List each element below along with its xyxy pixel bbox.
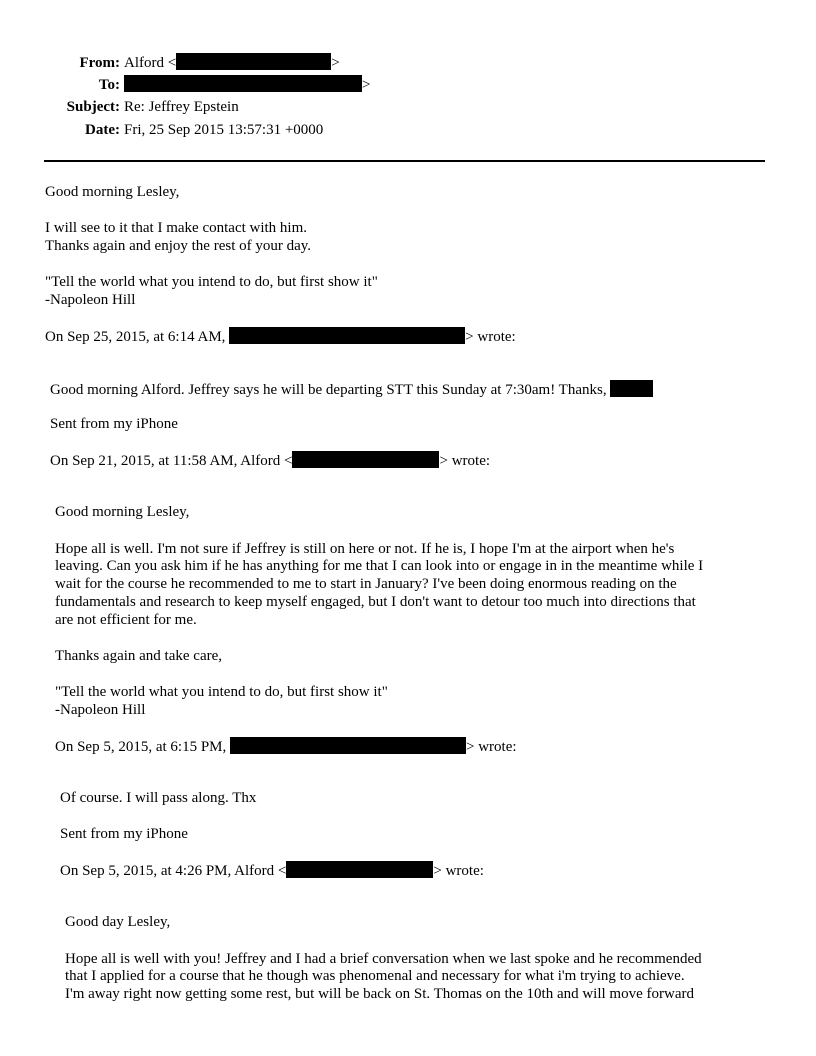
msg5-body-line: Hope all is well with you! Jeffrey and I had a brief conversation when we last spoke and he recommended bbox=[65, 951, 702, 967]
date-label: Date: bbox=[85, 122, 120, 138]
subject-label: Subject: bbox=[66, 99, 120, 115]
msg3-body-line: fundamentals and research to keep myself engaged, but I don't want to detour too much into directions that bbox=[55, 594, 696, 610]
msg2-attribution bbox=[50, 451, 490, 469]
attribution-suffix: > wrote: bbox=[465, 329, 516, 345]
redacted-sender bbox=[230, 737, 466, 754]
header-subject-row bbox=[0, 97, 239, 117]
msg3-quote: "Tell the world what you intend to do, but first show it" bbox=[55, 684, 388, 700]
attribution-suffix: > wrote: bbox=[439, 453, 491, 469]
msg1-quote: "Tell the world what you intend to do, but first show it" bbox=[45, 274, 378, 290]
msg2-body-text: Good morning Alford. Jeffrey says he will be departing STT this Sunday at 7:30am! Thanks, bbox=[50, 382, 607, 398]
redacted-email bbox=[286, 861, 433, 878]
attribution-suffix: > wrote: bbox=[466, 739, 517, 755]
attribution-suffix: > wrote: bbox=[433, 863, 484, 879]
msg5-greeting: Good day Lesley, bbox=[65, 914, 171, 930]
msg3-attribution bbox=[55, 737, 517, 755]
msg5-body-line: I'm away right now getting some rest, but will be back on St. Thomas on the 10th and will move forward bbox=[65, 986, 694, 1002]
to-label: To: bbox=[98, 77, 120, 93]
msg1-attribution bbox=[45, 327, 516, 345]
from-label: From: bbox=[79, 55, 120, 71]
msg3-body-line: Hope all is well. I'm not sure if Jeffrey is still on here or not. If he is, I hope I'm at the airport when he's bbox=[55, 541, 675, 557]
from-close: > bbox=[331, 55, 340, 71]
attribution-prefix: On Sep 25, 2015, at 6:14 AM, bbox=[45, 329, 226, 345]
msg3-body-line: are not efficient for me. bbox=[55, 612, 197, 628]
subject-value: Re: Jeffrey Epstein bbox=[124, 99, 239, 115]
redacted-to-email bbox=[124, 75, 362, 92]
msg2-sent-from: Sent from my iPhone bbox=[50, 416, 178, 432]
msg4-attribution bbox=[60, 861, 484, 879]
attribution-prefix: On Sep 5, 2015, at 6:15 PM, bbox=[55, 739, 227, 755]
msg4-sent-from: Sent from my iPhone bbox=[60, 826, 188, 842]
date-value: Fri, 25 Sep 2015 13:57:31 +0000 bbox=[124, 122, 324, 138]
attribution-prefix: On Sep 5, 2015, at 4:26 PM, Alford < bbox=[60, 863, 287, 879]
msg1-quote-author: -Napoleon Hill bbox=[45, 292, 136, 308]
msg5-body-line: that I applied for a course that he though was phenomenal and necessary for what i'm trying to achieve. bbox=[65, 968, 685, 984]
msg3-greeting: Good morning Lesley, bbox=[55, 504, 190, 520]
from-name: Alford < bbox=[124, 55, 177, 71]
header-divider bbox=[44, 160, 765, 162]
redacted-signature bbox=[610, 380, 653, 397]
msg1-body-line: Thanks again and enjoy the rest of your day. bbox=[45, 238, 312, 254]
header-to-row bbox=[0, 75, 370, 95]
msg1-body-line: I will see to it that I make contact with him. bbox=[45, 220, 308, 236]
attribution-prefix: On Sep 21, 2015, at 11:58 AM, Alford < bbox=[50, 453, 293, 469]
header-date-row bbox=[0, 120, 323, 140]
to-close: > bbox=[362, 77, 371, 93]
msg3-body-line: wait for the course he recommended to me to start in January? I've been doing enormous reading on the bbox=[55, 576, 677, 592]
msg1-greeting: Good morning Lesley, bbox=[45, 184, 180, 200]
msg3-quote-author: -Napoleon Hill bbox=[55, 702, 146, 718]
redacted-email bbox=[292, 451, 439, 468]
header-from-row bbox=[0, 53, 340, 73]
msg3-thanks: Thanks again and take care, bbox=[55, 648, 222, 664]
redacted-sender bbox=[229, 327, 465, 344]
redacted-from-email bbox=[176, 53, 331, 70]
msg4-body: Of course. I will pass along. Thx bbox=[60, 790, 257, 806]
msg2-body bbox=[50, 380, 653, 398]
msg3-body-line: leaving. Can you ask him if he has anything for me that I can look into or engage in in the meantime while I bbox=[55, 558, 704, 574]
